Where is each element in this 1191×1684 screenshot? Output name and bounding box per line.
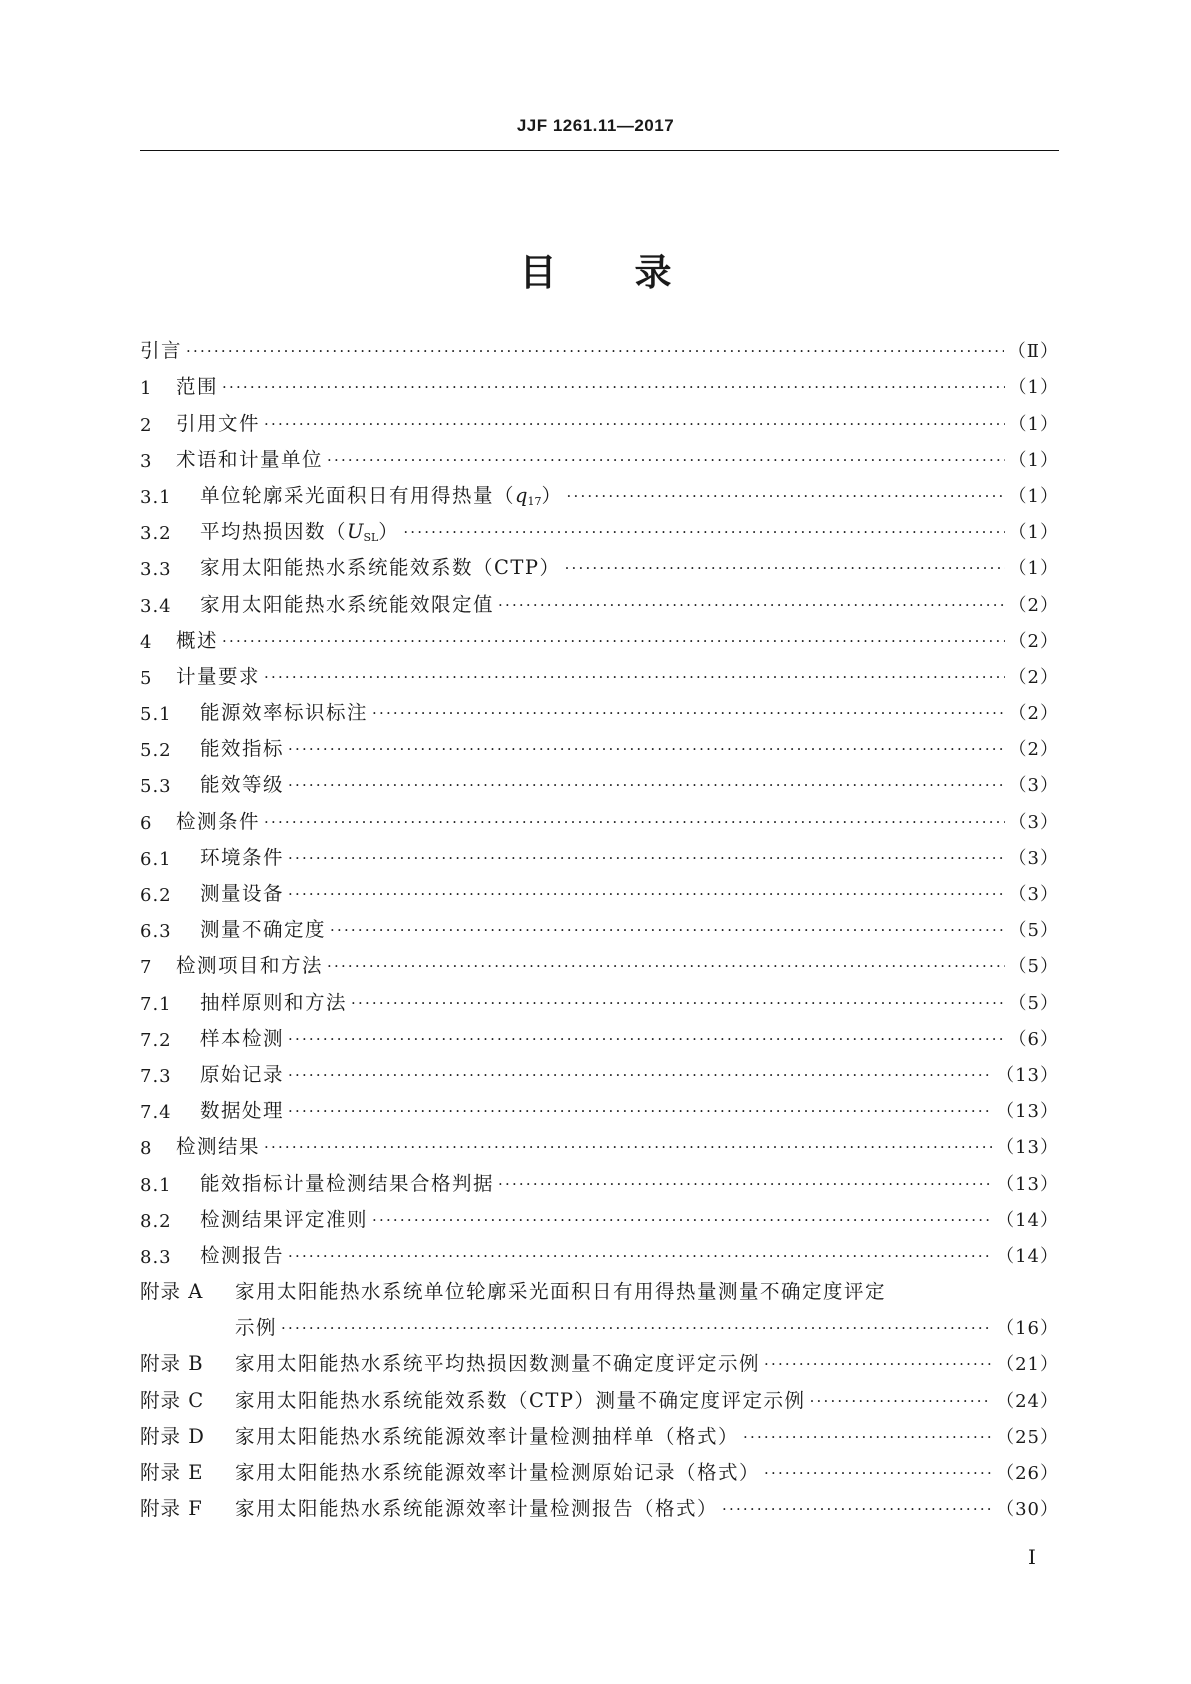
toc-leader-dots bbox=[372, 706, 1005, 725]
toc-entry-number: 7.4 bbox=[140, 1102, 172, 1124]
toc-entry[interactable] bbox=[140, 1015, 1059, 1051]
toc-entry-page: （2） bbox=[1008, 630, 1059, 652]
toc-entry-number: 8.2 bbox=[140, 1210, 172, 1232]
toc-entry-page: （21） bbox=[996, 1354, 1059, 1376]
toc-leader-dots bbox=[222, 380, 1005, 399]
toc-entry-title-text: 原始记录 bbox=[200, 1062, 285, 1086]
toc-entry[interactable] bbox=[140, 363, 1059, 399]
toc-entry-title bbox=[200, 1059, 284, 1087]
toc-entry-title: 示例 bbox=[235, 1316, 278, 1340]
toc-entry-title-text: 测量设备 bbox=[200, 882, 285, 905]
toc-entry-title: 家用太阳能热水系统能源效率计量检测原始记录（格式） bbox=[235, 1461, 761, 1484]
toc-entry-title-text: 检测条件 bbox=[176, 809, 261, 833]
header-rule bbox=[140, 150, 1059, 151]
toc-entry-title bbox=[200, 697, 368, 725]
toc-entry[interactable] bbox=[140, 399, 1059, 435]
toc-entry[interactable] bbox=[140, 689, 1059, 725]
toc-entry-number: 2 bbox=[140, 414, 153, 436]
toc-entry-page: （3） bbox=[1008, 884, 1059, 905]
toc-entry[interactable] bbox=[140, 1196, 1059, 1232]
toc-entry-page: （2） bbox=[1008, 594, 1059, 616]
toc-entry-title bbox=[176, 806, 260, 834]
toc-entry-page: （5） bbox=[1008, 992, 1059, 1014]
toc-entry-number: 3.3 bbox=[140, 559, 172, 581]
toc-entry-title-text: 概述 bbox=[176, 628, 219, 652]
toc-entry-title-text: 检测报告 bbox=[200, 1243, 285, 1267]
toc-entry-number: 附录 C bbox=[140, 1388, 205, 1412]
toc-entry-page: （3） bbox=[1008, 775, 1059, 797]
toc-entry-number: 5 bbox=[140, 667, 153, 689]
toc-entry-title-text: 单位轮廓采光面积日有用得热量（ bbox=[200, 483, 516, 507]
toc-entry-title-text: 能效等级 bbox=[200, 773, 285, 797]
toc-leader-dots bbox=[351, 996, 1005, 1015]
toc-entry[interactable] bbox=[140, 580, 1059, 616]
toc-entry-appendix[interactable] bbox=[140, 1268, 1059, 1304]
toc-leader-dots bbox=[222, 634, 1005, 653]
toc-entry-title bbox=[200, 1240, 284, 1268]
toc-entry-title-text: 检测项目和方法 bbox=[176, 954, 324, 978]
toc-entry-page: （24） bbox=[996, 1390, 1059, 1412]
toc-entry-title bbox=[200, 1023, 284, 1051]
toc-entry-number: 附录 E bbox=[140, 1461, 204, 1484]
toc-entry-title: 家用太阳能热水系统平均热损因数测量不确定度评定示例 bbox=[235, 1352, 761, 1376]
toc-entry-number: 6.3 bbox=[140, 921, 172, 943]
toc-leader-dots bbox=[330, 923, 1005, 942]
toc-entry-symbol-subscript: 17 bbox=[527, 494, 542, 508]
toc-entry-title-text: 平均热损因数（ bbox=[200, 520, 348, 544]
toc-entry-title bbox=[176, 444, 323, 472]
toc-leader-dots bbox=[498, 1177, 992, 1196]
toc-entry-appendix[interactable] bbox=[140, 1449, 1059, 1485]
toc-entry-title-text: 检测结果 bbox=[176, 1135, 261, 1159]
toc-entry-number: 8 bbox=[140, 1138, 153, 1160]
toc-leader-dots bbox=[264, 417, 1005, 436]
toc-leader-dots bbox=[264, 670, 1005, 689]
table-of-contents bbox=[140, 327, 1059, 1521]
toc-leader-dots bbox=[288, 851, 1005, 870]
toc-entry-number: 附录 B bbox=[140, 1352, 204, 1376]
toc-entry-title bbox=[200, 878, 284, 906]
toc-entry-title: 家用太阳能热水系统单位轮廓采光面积日有用得热量测量不确定度评定 bbox=[235, 1280, 887, 1304]
toc-entry[interactable] bbox=[140, 653, 1059, 689]
toc-leader-dots bbox=[288, 1068, 992, 1087]
toc-entry-page: （14） bbox=[996, 1209, 1059, 1231]
toc-entry-title bbox=[200, 842, 284, 870]
toc-leader-dots bbox=[565, 561, 1005, 580]
toc-entry-title-text: 能效指标计量检测结果合格判据 bbox=[200, 1171, 495, 1195]
toc-entry-title bbox=[176, 408, 260, 436]
toc-entry-title: 家用太阳能热水系统能源效率计量检测报告（格式） bbox=[235, 1497, 719, 1521]
toc-entry[interactable] bbox=[140, 1123, 1059, 1159]
toc-entry-appendix[interactable] bbox=[140, 1340, 1059, 1376]
toc-entry-number: 6 bbox=[140, 812, 153, 834]
toc-entry[interactable] bbox=[140, 544, 1059, 580]
toc-entry-appendix-continuation[interactable] bbox=[140, 1304, 1059, 1340]
toc-entry-number: 5.2 bbox=[140, 740, 172, 762]
toc-entry-page: （25） bbox=[996, 1426, 1059, 1448]
toc-entry-page: （13） bbox=[996, 1101, 1059, 1123]
toc-entry-title-text: 家用太阳能热水系统能效限定值 bbox=[200, 592, 495, 616]
toc-entry-symbol: q bbox=[515, 483, 528, 507]
page-number: Ⅰ bbox=[1028, 1545, 1036, 1569]
toc-entry[interactable] bbox=[140, 870, 1059, 906]
toc-entry[interactable] bbox=[140, 1232, 1059, 1268]
toc-leader-dots bbox=[567, 489, 1005, 508]
toc-entry-title bbox=[200, 1095, 284, 1123]
toc-leader-dots bbox=[288, 778, 1005, 797]
toc-entry-number: 5.1 bbox=[140, 704, 172, 726]
toc-leader-dots bbox=[288, 887, 1005, 906]
toc-leader-dots bbox=[764, 1357, 992, 1376]
toc-entry[interactable] bbox=[140, 617, 1059, 653]
toc-entry-title bbox=[200, 1204, 368, 1232]
page-title-char-2: 录 bbox=[634, 251, 672, 294]
toc-entry[interactable] bbox=[140, 978, 1059, 1014]
toc-entry-title bbox=[200, 769, 284, 797]
toc-entry-title bbox=[200, 552, 561, 580]
toc-entry-number: 3 bbox=[140, 450, 153, 472]
toc-entry-number: 8.3 bbox=[140, 1246, 172, 1268]
toc-entry-number: 3.4 bbox=[140, 595, 172, 617]
toc-entry-number: 附录 A bbox=[140, 1280, 204, 1304]
toc-entry[interactable] bbox=[140, 436, 1059, 472]
toc-entry[interactable] bbox=[140, 1087, 1059, 1123]
toc-entry-page: （2） bbox=[1008, 739, 1059, 761]
toc-entry-title-text: 能效指标 bbox=[200, 737, 285, 761]
toc-leader-dots bbox=[810, 1394, 993, 1413]
toc-entry-title bbox=[200, 480, 563, 508]
toc-entry-number: 5.3 bbox=[140, 776, 172, 798]
toc-entry-page: （2） bbox=[1008, 666, 1059, 688]
toc-entry-page: （1） bbox=[1008, 413, 1059, 435]
toc-entry[interactable] bbox=[140, 906, 1059, 942]
toc-entry-page: （16） bbox=[996, 1318, 1059, 1340]
toc-entry-page: （3） bbox=[1008, 847, 1059, 869]
toc-entry-page: （6） bbox=[1008, 1028, 1059, 1050]
toc-entry-title bbox=[176, 371, 218, 399]
toc-entry-title-end: ） bbox=[378, 520, 400, 544]
toc-entry-symbol-subscript: SL bbox=[363, 531, 379, 545]
toc-leader-dots bbox=[288, 1104, 992, 1123]
toc-entry-title-text: 术语和计量单位 bbox=[176, 447, 324, 471]
toc-leader-dots bbox=[498, 598, 1005, 617]
toc-entry-title bbox=[140, 335, 182, 363]
toc-entry[interactable] bbox=[140, 797, 1059, 833]
toc-leader-dots bbox=[186, 344, 1004, 363]
toc-entry-title: 家用太阳能热水系统能效系数（CTP）测量不确定度评定示例 bbox=[235, 1388, 806, 1412]
toc-entry-title-text: 引用文件 bbox=[176, 411, 261, 435]
toc-entry-page: （30） bbox=[996, 1499, 1059, 1521]
toc-entry-page: （1） bbox=[1008, 485, 1059, 507]
toc-entry-number: 3.1 bbox=[140, 486, 172, 508]
toc-entry-title-text: 抽样原则和方法 bbox=[200, 990, 348, 1014]
toc-entry[interactable] bbox=[140, 472, 1059, 508]
toc-entry-symbol: U bbox=[347, 520, 364, 544]
toc-entry-title-text: 计量要求 bbox=[176, 664, 261, 688]
toc-entry-number: 7 bbox=[140, 957, 153, 979]
toc-entry-page: （1） bbox=[1008, 558, 1059, 580]
toc-entry-number: 7.3 bbox=[140, 1065, 172, 1087]
toc-entry-title bbox=[176, 661, 260, 689]
toc-entry-number: 附录 D bbox=[140, 1424, 205, 1448]
toc-entry-page: （1） bbox=[1008, 522, 1059, 544]
toc-entry-title-text: 能源效率标识标注 bbox=[200, 701, 369, 725]
toc-entry-page: （1） bbox=[1008, 377, 1059, 399]
toc-entry-page: （26） bbox=[996, 1463, 1059, 1484]
toc-leader-dots bbox=[281, 1321, 992, 1340]
toc-entry-page: （5） bbox=[1008, 920, 1059, 942]
toc-entry-title bbox=[200, 987, 347, 1015]
toc-entry-page: （1） bbox=[1008, 449, 1059, 471]
toc-leader-dots bbox=[403, 525, 1004, 544]
toc-entry-number: 7.1 bbox=[140, 993, 172, 1015]
toc-entry-title-text: 检测结果评定准则 bbox=[200, 1207, 369, 1231]
toc-entry[interactable] bbox=[140, 1051, 1059, 1087]
toc-leader-dots bbox=[722, 1502, 992, 1521]
toc-entry-page: （3） bbox=[1008, 811, 1059, 833]
toc-entry[interactable] bbox=[140, 725, 1059, 761]
toc-entry-title bbox=[200, 516, 399, 544]
toc-leader-dots bbox=[288, 1032, 1005, 1051]
toc-entry-number: 8.1 bbox=[140, 1174, 172, 1196]
toc-entry-number: 6.2 bbox=[140, 885, 172, 906]
toc-leader-dots bbox=[264, 1140, 992, 1159]
toc-entry[interactable] bbox=[140, 327, 1059, 363]
toc-entry-title: 家用太阳能热水系统能源效率计量检测抽样单（格式） bbox=[235, 1424, 740, 1448]
toc-entry-title bbox=[200, 733, 284, 761]
toc-entry-title bbox=[200, 914, 326, 942]
toc-entry-number: 7.2 bbox=[140, 1029, 172, 1051]
toc-entry[interactable] bbox=[140, 1159, 1059, 1195]
toc-entry-title-text: 测量不确定度 bbox=[200, 918, 327, 942]
toc-entry-title-text: 范围 bbox=[176, 375, 219, 399]
toc-entry-number: 6.1 bbox=[140, 848, 172, 870]
toc-entry-page: （13） bbox=[996, 1137, 1059, 1159]
page-title bbox=[0, 242, 1191, 296]
toc-leader-dots bbox=[327, 453, 1005, 472]
toc-entry-title-text: 环境条件 bbox=[200, 845, 285, 869]
toc-leader-dots bbox=[264, 815, 1005, 834]
page-title-char-1: 目 bbox=[519, 251, 557, 294]
toc-entry-page: （13） bbox=[996, 1064, 1059, 1086]
toc-entry-number: 4 bbox=[140, 631, 153, 653]
toc-entry-appendix[interactable] bbox=[140, 1485, 1059, 1521]
toc-entry-page: （2） bbox=[1008, 703, 1059, 725]
toc-entry-number: 1 bbox=[140, 378, 153, 400]
toc-leader-dots bbox=[288, 1249, 992, 1268]
toc-entry-title bbox=[176, 950, 323, 978]
toc-entry-title-text: 样本检测 bbox=[200, 1026, 285, 1050]
toc-entry-page: （5） bbox=[1008, 956, 1059, 978]
toc-entry-page: （13） bbox=[996, 1173, 1059, 1195]
toc-entry-appendix[interactable] bbox=[140, 1413, 1059, 1449]
toc-entry-page: （14） bbox=[996, 1245, 1059, 1267]
toc-entry-title bbox=[200, 1168, 494, 1196]
toc-entry[interactable] bbox=[140, 942, 1059, 978]
toc-entry-title bbox=[200, 589, 494, 617]
toc-entry-title-end: ） bbox=[541, 483, 563, 507]
toc-entry-appendix[interactable] bbox=[140, 1376, 1059, 1412]
toc-leader-dots bbox=[372, 1213, 992, 1232]
toc-entry-page: （Ⅱ） bbox=[1007, 341, 1059, 363]
toc-leader-dots bbox=[764, 1466, 992, 1485]
toc-entry-title bbox=[176, 1131, 260, 1159]
toc-leader-dots bbox=[327, 959, 1005, 978]
toc-entry-title-text: 数据处理 bbox=[200, 1099, 285, 1123]
toc-leader-dots bbox=[288, 742, 1005, 761]
toc-entry[interactable] bbox=[140, 508, 1059, 544]
toc-entry[interactable] bbox=[140, 761, 1059, 797]
toc-entry-title-text: 家用太阳能热水系统能效系数（CTP） bbox=[200, 556, 561, 580]
toc-entry[interactable] bbox=[140, 834, 1059, 870]
toc-entry-number: 附录 F bbox=[140, 1497, 203, 1521]
toc-entry-title bbox=[176, 625, 218, 653]
toc-entry-title-text: 引言 bbox=[140, 339, 183, 363]
toc-entry-number: 3.2 bbox=[140, 523, 172, 545]
document-code-header: JJF 1261.11—2017 bbox=[516, 116, 675, 135]
toc-leader-dots bbox=[743, 1430, 992, 1449]
